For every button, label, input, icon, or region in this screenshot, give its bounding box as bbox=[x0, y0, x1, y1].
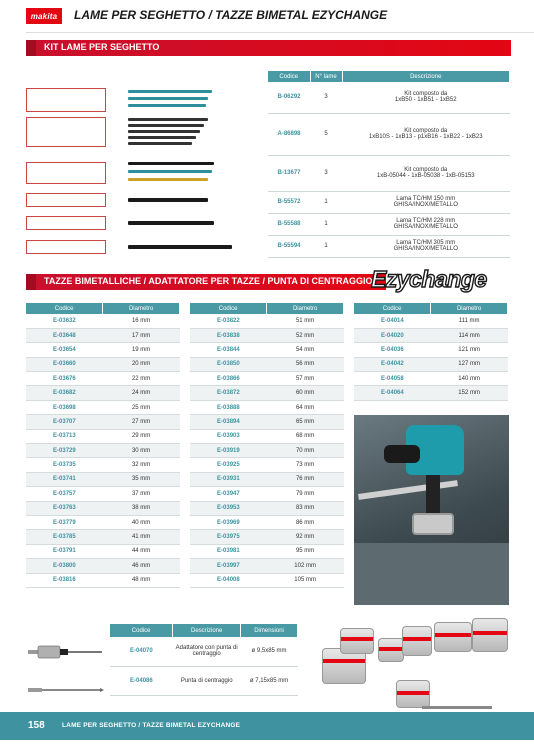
ezychange-logo bbox=[371, 266, 507, 294]
holesaw-row bbox=[190, 530, 344, 544]
kit-code: A-86898 bbox=[268, 113, 310, 155]
page-title: LAME PER SEGHETTO / TAZZE BIMETAL EZYCHANGE bbox=[74, 8, 388, 22]
holesaw-band bbox=[435, 633, 471, 637]
kit-code: B-55594 bbox=[268, 235, 310, 257]
holesaw-code: E-03925 bbox=[190, 458, 267, 472]
holesaw-row bbox=[26, 415, 180, 429]
holesaw-diameter: 27 mm bbox=[103, 415, 180, 429]
holesaw-code: E-03888 bbox=[190, 400, 267, 414]
col-header-codice: Codice bbox=[268, 71, 310, 82]
kit-package-image bbox=[26, 88, 106, 112]
holesaw-row bbox=[26, 458, 180, 472]
col-header-descrizione: Descrizione bbox=[342, 71, 510, 82]
holesaw-diameter: 20 mm bbox=[103, 357, 180, 371]
blade-image bbox=[128, 162, 214, 165]
holesaw-code: E-03969 bbox=[190, 515, 267, 529]
holesaw-band bbox=[397, 691, 429, 695]
col-header-codice: Codice bbox=[354, 303, 431, 314]
holesaw-code: E-03676 bbox=[26, 372, 103, 386]
holesaw-row bbox=[26, 400, 180, 414]
holesaw-diameter: 54 mm bbox=[267, 343, 344, 357]
holesaw-row bbox=[190, 487, 344, 501]
holesaw-row bbox=[190, 472, 344, 486]
kit-desc-line: Lama TC/HM 150 mm bbox=[396, 196, 456, 202]
kit-desc-line: Lama TC/HM 305 mm bbox=[396, 240, 456, 246]
kit-code: B-55588 bbox=[268, 213, 310, 235]
col-header-codice: Codice bbox=[110, 624, 173, 637]
pilot-bit-image bbox=[26, 680, 104, 700]
blade-image bbox=[128, 130, 200, 133]
holesaw-code: E-03785 bbox=[26, 530, 103, 544]
holesaw-code: E-03682 bbox=[26, 386, 103, 400]
holesaw-diameter: 79 mm bbox=[267, 487, 344, 501]
holesaw-diameter: 25 mm bbox=[103, 400, 180, 414]
kit-desc-line: 1xB10S - 1xB13 - p1xB16 - 1xB22 - 1xB23 bbox=[368, 134, 483, 140]
holesaw-row bbox=[190, 328, 344, 342]
accessory-description: Adattatore con punta di centraggio bbox=[173, 637, 241, 666]
kit-desc-line: Kit composto da bbox=[404, 128, 448, 134]
kit-desc-line: GHISA/INOX/METALLO bbox=[393, 224, 458, 230]
holesaw-code: E-03800 bbox=[26, 559, 103, 573]
blade-image bbox=[128, 118, 208, 121]
holesaw-image bbox=[396, 680, 430, 708]
header-divider bbox=[26, 32, 534, 33]
holesaw-code: E-03735 bbox=[26, 458, 103, 472]
col-header-codice: Codice bbox=[190, 303, 267, 314]
holesaw-row bbox=[190, 343, 344, 357]
holesaw-row bbox=[354, 314, 508, 328]
holesaw-code: E-04042 bbox=[354, 357, 431, 371]
kit-code: B-06292 bbox=[268, 82, 310, 113]
holesaw-code: E-03953 bbox=[190, 501, 267, 515]
holesaw-code: E-03660 bbox=[26, 357, 103, 371]
holesaw-row bbox=[26, 472, 180, 486]
holesaw-code: E-03975 bbox=[190, 530, 267, 544]
kit-description bbox=[342, 191, 510, 213]
holesaw-diameter: 102 mm bbox=[267, 559, 344, 573]
section-tazze bbox=[26, 274, 386, 290]
kit-package-image bbox=[26, 193, 106, 207]
col-header-diametro: Diametro bbox=[267, 303, 344, 314]
holesaw-diameter: 152 mm bbox=[431, 386, 508, 400]
kit-package-image bbox=[26, 117, 106, 147]
kit-desc-line: GHISA/INOX/METALLO bbox=[393, 202, 458, 208]
holesaw-code: E-03654 bbox=[26, 343, 103, 357]
holesaw-row bbox=[190, 386, 344, 400]
section-kit-lame bbox=[26, 40, 511, 56]
holesaw-code: E-03866 bbox=[190, 372, 267, 386]
holesaw-diameter: 29 mm bbox=[103, 429, 180, 443]
holesaw-diameter: 32 mm bbox=[103, 458, 180, 472]
holesaw-code: E-03850 bbox=[190, 357, 267, 371]
blade-image bbox=[128, 90, 212, 93]
holesaw-code: E-03872 bbox=[190, 386, 267, 400]
holesaw-row bbox=[190, 415, 344, 429]
holesaw-row bbox=[190, 372, 344, 386]
holesaw-row bbox=[26, 501, 180, 515]
page-number: 158 bbox=[28, 720, 45, 731]
kit-row bbox=[268, 113, 510, 155]
holesaw-code: E-04020 bbox=[354, 328, 431, 342]
holesaw-row bbox=[190, 573, 344, 587]
blade-image bbox=[128, 136, 196, 139]
holesaw-diameter: 60 mm bbox=[267, 386, 344, 400]
kit-desc-line: GHISA/INOX/METALLO bbox=[393, 246, 458, 252]
col-header-nlame: N° lame bbox=[310, 71, 342, 82]
blade-image bbox=[128, 198, 208, 202]
holesaw-row bbox=[354, 372, 508, 386]
holesaw-code: E-03779 bbox=[26, 515, 103, 529]
ezychange-logo-text: Ezychange bbox=[371, 266, 487, 292]
holesaw-code: E-04058 bbox=[354, 372, 431, 386]
holesaw-diameter: 83 mm bbox=[267, 501, 344, 515]
section-corner bbox=[26, 40, 36, 56]
kit-qty: 1 bbox=[310, 191, 342, 213]
accessory-code: E-04086 bbox=[110, 666, 173, 695]
kit-description bbox=[342, 155, 510, 191]
blade-image bbox=[128, 170, 212, 173]
holesaw-diameter: 19 mm bbox=[103, 343, 180, 357]
holesaw-row bbox=[26, 544, 180, 558]
holesaw-diameter: 68 mm bbox=[267, 429, 344, 443]
accessory-code: E-04070 bbox=[110, 637, 173, 666]
holesaw-band bbox=[341, 637, 373, 641]
holesaw-diameter: 46 mm bbox=[103, 559, 180, 573]
blade-image bbox=[128, 97, 208, 100]
holesaw-row bbox=[26, 372, 180, 386]
holesaw-code: E-03903 bbox=[190, 429, 267, 443]
holesaw-image bbox=[378, 638, 404, 662]
holesaw-code: E-04014 bbox=[354, 314, 431, 328]
kit-package-image bbox=[26, 216, 106, 230]
holesaw-row bbox=[26, 429, 180, 443]
holesaw-row bbox=[190, 444, 344, 458]
holesaw-row bbox=[26, 328, 180, 342]
holesaw-diameter: 52 mm bbox=[267, 328, 344, 342]
holesaw-diameter: 73 mm bbox=[267, 458, 344, 472]
kit-description bbox=[342, 235, 510, 257]
section-corner bbox=[26, 274, 36, 290]
holesaw-diameter: 44 mm bbox=[103, 544, 180, 558]
blade-image bbox=[128, 124, 204, 127]
holesaw-table-2 bbox=[190, 303, 344, 588]
holesaw-code: E-03997 bbox=[190, 559, 267, 573]
holesaw-diameter: 70 mm bbox=[267, 444, 344, 458]
holesaw-diameter: 17 mm bbox=[103, 328, 180, 342]
holesaw-diameter: 127 mm bbox=[431, 357, 508, 371]
holesaw-code: E-03947 bbox=[190, 487, 267, 501]
holesaw-row bbox=[26, 386, 180, 400]
accessory-row bbox=[110, 666, 298, 695]
footer-text: LAME PER SEGHETTO / TAZZE BIMETAL EZYCHANGE bbox=[62, 722, 241, 729]
holesaw-row bbox=[190, 357, 344, 371]
holesaw-diameter: 76 mm bbox=[267, 472, 344, 486]
kit-qty: 1 bbox=[310, 235, 342, 257]
pilot-bit bbox=[422, 706, 492, 709]
holesaw-diameter: 16 mm bbox=[103, 314, 180, 328]
holesaw-code: E-03816 bbox=[26, 573, 103, 587]
kit-desc-line: Kit composto da bbox=[404, 167, 448, 173]
holesaw-code: E-03698 bbox=[26, 400, 103, 414]
section-title: KIT LAME PER SEGHETTO bbox=[44, 42, 160, 52]
col-header-codice: Codice bbox=[26, 303, 103, 314]
kit-row bbox=[268, 235, 510, 257]
kit-code: B-55572 bbox=[268, 191, 310, 213]
kit-description bbox=[342, 213, 510, 235]
blade-image bbox=[128, 178, 208, 181]
holesaw-row bbox=[26, 530, 180, 544]
col-header-diametro: Diametro bbox=[431, 303, 508, 314]
holesaw-diameter: 41 mm bbox=[103, 530, 180, 544]
holesaw-band bbox=[379, 647, 403, 651]
holesaw-image bbox=[340, 628, 374, 654]
holesaw-row bbox=[190, 515, 344, 529]
holesaw-row bbox=[26, 357, 180, 371]
holesaw-diameter: 140 mm bbox=[431, 372, 508, 386]
holesaw-row bbox=[190, 400, 344, 414]
holesaw-code: E-03713 bbox=[26, 429, 103, 443]
kit-qty: 1 bbox=[310, 213, 342, 235]
holesaw-row bbox=[354, 386, 508, 400]
holesaw-code: E-03632 bbox=[26, 314, 103, 328]
col-header-dimensioni: Dimensioni bbox=[241, 624, 298, 637]
holesaw-table-1 bbox=[26, 303, 180, 588]
holesaw-diameter: 57 mm bbox=[267, 372, 344, 386]
holesaw-image bbox=[434, 622, 472, 652]
drill-chuck bbox=[426, 475, 440, 515]
holesaw-diameter: 24 mm bbox=[103, 386, 180, 400]
holesaw-diameter: 38 mm bbox=[103, 501, 180, 515]
kit-desc-line: 1xB-05044 - 1xB-05038 - 1xB-05153 bbox=[376, 173, 475, 179]
holesaw-diameter: 22 mm bbox=[103, 372, 180, 386]
holesaw-code: E-03741 bbox=[26, 472, 103, 486]
kit-row bbox=[268, 191, 510, 213]
holesaw-diameter: 114 mm bbox=[431, 328, 508, 342]
holesaw-row bbox=[354, 357, 508, 371]
holesaw-row bbox=[26, 314, 180, 328]
page-header bbox=[0, 0, 534, 32]
holesaw-diameter: 86 mm bbox=[267, 515, 344, 529]
kit-description bbox=[342, 113, 510, 155]
kit-package-image bbox=[26, 240, 106, 254]
holesaw-code: E-03707 bbox=[26, 415, 103, 429]
accessory-dimensions: ø 7,15x85 mm bbox=[241, 666, 298, 695]
wood-surface bbox=[354, 543, 509, 605]
holesaw-row bbox=[26, 573, 180, 587]
holesaw-diameter: 121 mm bbox=[431, 343, 508, 357]
holesaw-code: E-03648 bbox=[26, 328, 103, 342]
accessories-table bbox=[110, 624, 298, 696]
holesaw-band bbox=[403, 637, 431, 641]
kit-package-image bbox=[26, 162, 106, 184]
holesaw-diameter: 51 mm bbox=[267, 314, 344, 328]
drill-grip bbox=[384, 445, 420, 463]
holesaw-image bbox=[472, 618, 508, 652]
holesaw-code: E-03763 bbox=[26, 501, 103, 515]
holesaw-code: E-03894 bbox=[190, 415, 267, 429]
accessory-dimensions: ø 9,5x85 mm bbox=[241, 637, 298, 666]
kit-qty: 5 bbox=[310, 113, 342, 155]
holesaw-code: E-03838 bbox=[190, 328, 267, 342]
col-header-descrizione: Descrizione bbox=[173, 624, 241, 637]
holesaw-diameter: 35 mm bbox=[103, 472, 180, 486]
kit-row bbox=[268, 213, 510, 235]
makita-logo: makita bbox=[26, 8, 62, 24]
blade-image bbox=[128, 104, 206, 107]
holesaw-table-3 bbox=[354, 303, 508, 401]
kit-description bbox=[342, 82, 510, 113]
holesaw-code: E-04064 bbox=[354, 386, 431, 400]
holesaw-band bbox=[323, 659, 365, 663]
holesaw-code: E-03729 bbox=[26, 444, 103, 458]
holesaw-code: E-03757 bbox=[26, 487, 103, 501]
kit-desc-line: Lama TC/HM 228 mm bbox=[396, 218, 456, 224]
page-footer bbox=[0, 712, 534, 740]
blade-image bbox=[128, 245, 232, 249]
holesaw-image bbox=[402, 626, 432, 656]
holesaw-row bbox=[190, 559, 344, 573]
blade-image bbox=[128, 142, 192, 145]
holesaw-row bbox=[190, 501, 344, 515]
holesaw-row bbox=[26, 559, 180, 573]
accessory-row bbox=[110, 637, 298, 666]
adapter-image bbox=[26, 642, 104, 662]
holesaw-in-use bbox=[412, 513, 454, 535]
holesaw-row bbox=[26, 487, 180, 501]
holesaw-code: E-03844 bbox=[190, 343, 267, 357]
holesaw-row bbox=[26, 444, 180, 458]
holesaw-code: E-03822 bbox=[190, 314, 267, 328]
kit-desc-line: 1xB50 - 1xB51 - 1xB52 bbox=[394, 97, 457, 104]
holesaw-row bbox=[190, 544, 344, 558]
kit-qty: 3 bbox=[310, 82, 342, 113]
holesaw-row bbox=[190, 458, 344, 472]
holesaw-row bbox=[354, 343, 508, 357]
holesaw-row bbox=[26, 343, 180, 357]
holesaw-code: E-03931 bbox=[190, 472, 267, 486]
holesaw-row bbox=[190, 429, 344, 443]
holesaw-code: E-03981 bbox=[190, 544, 267, 558]
holesaw-code: E-03919 bbox=[190, 444, 267, 458]
holesaw-diameter: 64 mm bbox=[267, 400, 344, 414]
accessory-description: Punta di centraggio bbox=[173, 666, 241, 695]
holesaw-diameter: 65 mm bbox=[267, 415, 344, 429]
holesaw-code: E-04036 bbox=[354, 343, 431, 357]
holesaw-diameter: 48 mm bbox=[103, 573, 180, 587]
holesaw-code: E-03791 bbox=[26, 544, 103, 558]
holesaw-row bbox=[190, 314, 344, 328]
kit-row bbox=[268, 155, 510, 191]
holesaw-band bbox=[473, 631, 507, 635]
kit-qty: 3 bbox=[310, 155, 342, 191]
holesaw-diameter: 95 mm bbox=[267, 544, 344, 558]
holesaw-diameter: 40 mm bbox=[103, 515, 180, 529]
drill-side-handle bbox=[358, 480, 458, 500]
drill-photo bbox=[354, 415, 509, 605]
holesaw-diameter: 37 mm bbox=[103, 487, 180, 501]
holesaw-diameter: 30 mm bbox=[103, 444, 180, 458]
holesaw-diameter: 111 mm bbox=[431, 314, 508, 328]
section-title: TAZZE BIMETALLICHE / ADATTATORE PER TAZZE / PUNTA DI CENTRAGGIO bbox=[44, 276, 373, 286]
kit-desc-line: Kit composto da bbox=[404, 91, 448, 98]
blade-image bbox=[128, 221, 214, 225]
kit-code: B-13677 bbox=[268, 155, 310, 191]
holesaw-row bbox=[354, 328, 508, 342]
holesaw-code: E-04008 bbox=[190, 573, 267, 587]
holesaw-row bbox=[26, 515, 180, 529]
holesaw-diameter: 92 mm bbox=[267, 530, 344, 544]
kit-table bbox=[268, 71, 510, 258]
holesaw-diameter: 56 mm bbox=[267, 357, 344, 371]
col-header-diametro: Diametro bbox=[103, 303, 180, 314]
holesaw-diameter: 105 mm bbox=[267, 573, 344, 587]
holesaws-photo bbox=[312, 618, 512, 726]
kit-row bbox=[268, 82, 510, 113]
